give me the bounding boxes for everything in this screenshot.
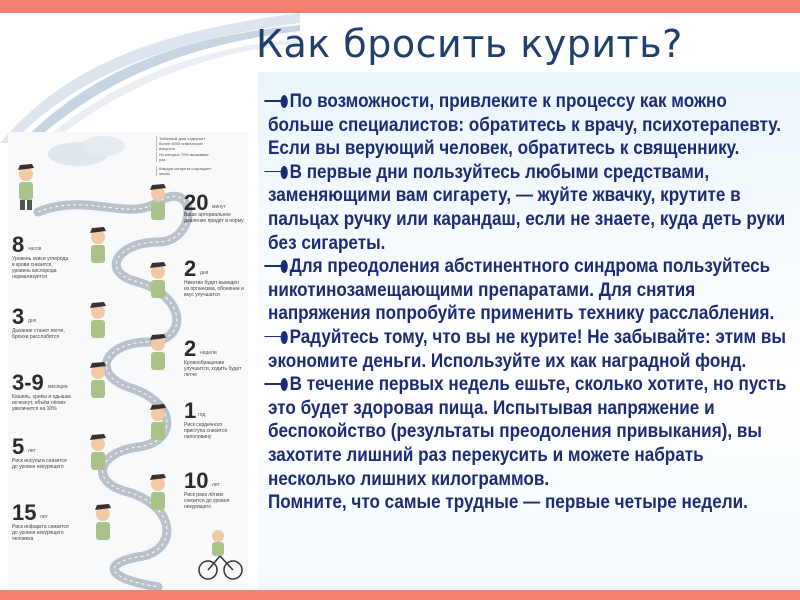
advice-text: По возможности, привлеките к процессу как можно больше специалистов: обратитесь к врачу, психотерапевту. Если вы верующий человек, обратитесь к священнику. bbox=[268, 91, 782, 160]
advice-text: Радуйтесь тому, что вы не курите! Не забывайте: этим вы экономите деньги. Используйте их как наградной фонд. bbox=[268, 326, 787, 372]
figure-icon bbox=[90, 227, 106, 263]
step-number: 20 bbox=[184, 190, 209, 215]
step-description: Риск сердечного приступа снизится наполовину bbox=[184, 422, 228, 440]
step-unit: месяцев bbox=[48, 384, 68, 390]
step-unit: лет bbox=[212, 482, 220, 488]
advice-text: Для преодоления абстинентного синдрома пользуйтесь никотинозамещающими препаратами. Для снятия напряжения попробуйте применить технику расслабления. bbox=[268, 256, 775, 325]
step-unit: дня bbox=[200, 270, 209, 276]
legend-item: Каждая сигарета сокращает жизнь bbox=[156, 166, 215, 176]
advice-list bbox=[268, 90, 795, 515]
bullet-dot-icon bbox=[268, 378, 290, 390]
advice-bullet-item bbox=[268, 255, 795, 326]
figure-icon bbox=[95, 504, 111, 540]
step-description: Кашель, хрипы и одышка исчезнут, объём лёгких увеличится на 10% bbox=[12, 394, 71, 412]
step-unit: дня bbox=[28, 318, 37, 324]
bottom-accent-bar bbox=[0, 590, 800, 600]
slide-title: Как бросить курить? bbox=[256, 22, 683, 66]
decorative-swoosh bbox=[0, 13, 300, 143]
advice-text-panel bbox=[258, 72, 800, 590]
figure-icon bbox=[90, 434, 106, 470]
step-unit: год bbox=[198, 412, 206, 418]
legend-item: Из которых 70% вызывают рак bbox=[156, 152, 215, 162]
step-number: 10 bbox=[184, 468, 209, 493]
advice-bullet-item bbox=[268, 161, 795, 255]
step-unit: часов bbox=[28, 246, 42, 252]
bullet-dot-icon bbox=[268, 260, 290, 272]
advice-text: Помните, что самые трудные — первые четыре недели. bbox=[268, 492, 748, 514]
advice-bullet-item bbox=[268, 326, 795, 373]
step-description: Риск рака лёгких снизится до уровня некурящего bbox=[184, 492, 230, 510]
step-description: Уровень окиси углерода в крови снизится, уровень кислорода нормализуется bbox=[12, 256, 69, 280]
step-unit: лет bbox=[40, 514, 48, 520]
step-description: Кровообращение улучшится, ходить будет легче bbox=[184, 360, 242, 378]
advice-bullet-item bbox=[268, 90, 795, 161]
figure-icon bbox=[90, 302, 106, 338]
advice-text: В первые дни пользуйтесь любыми средствами, заменяющими вам сигарету, — жуйте жвачку, крутите в пальцах ручку или карандаш, если не знаете, куда деть руки без сигареты. bbox=[268, 161, 786, 254]
bullet-dot-icon bbox=[268, 331, 290, 343]
step-description: Дыхание станет легче, бронхи расслабятся bbox=[12, 328, 65, 340]
figure-icon bbox=[150, 474, 166, 510]
step-number: 2 bbox=[184, 336, 197, 361]
bullet-dot-icon bbox=[268, 166, 290, 178]
bullet-dot-icon bbox=[268, 95, 290, 107]
step-unit: минут bbox=[212, 204, 226, 210]
step-description: Риск инсульта снизится до уровня некурящего bbox=[12, 458, 67, 470]
step-unit: недели bbox=[200, 350, 217, 356]
legend-item: Табачный дым содержит более 4000 химических веществ bbox=[156, 136, 215, 151]
step-number: 3-9 bbox=[12, 370, 44, 395]
bicycle-icon bbox=[199, 530, 242, 579]
figure-icon bbox=[150, 262, 166, 298]
advice-bullet-item bbox=[268, 373, 795, 491]
step-description: Риск инфаркта снизится до уровня некурящего человека bbox=[12, 524, 69, 542]
advice-closing-note bbox=[268, 491, 795, 515]
advice-text: В течение первых недель ешьте, сколько хотите, но пусть это будет здоровая пища. Испытывая напряжение и беспокойство (результаты преодоления привыкания), вы захотите лишний раз перекусить и можете набрать несколько лишних килограммов. bbox=[268, 374, 787, 490]
top-accent-bar bbox=[0, 0, 800, 13]
step-number: 2 bbox=[184, 256, 197, 281]
step-description: Ваше артериальное давление придёт в норму bbox=[184, 212, 244, 224]
step-number: 15 bbox=[12, 500, 37, 525]
step-number: 1 bbox=[184, 398, 197, 423]
step-number: 5 bbox=[12, 434, 25, 459]
step-description: Никотин будет выведен из организма, обоняние и вкус улучшатся bbox=[184, 280, 244, 298]
quit-smoking-timeline-infographic bbox=[8, 132, 248, 590]
step-number: 8 bbox=[12, 232, 25, 257]
step-unit: лет bbox=[28, 448, 36, 454]
step-number: 3 bbox=[12, 304, 25, 329]
figure-icon bbox=[18, 164, 34, 210]
